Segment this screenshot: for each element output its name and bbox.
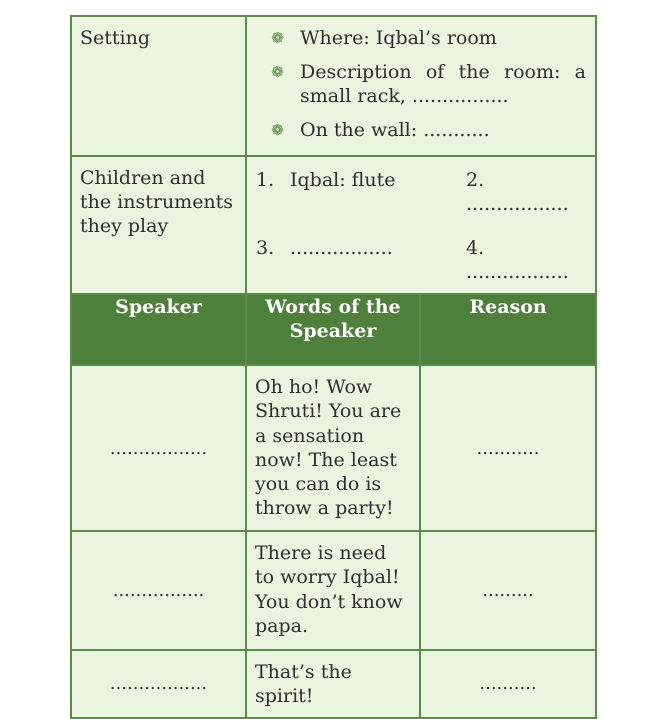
column-header-words: Words of the Speaker [246,294,420,365]
setting-row [71,16,596,156]
setting-list [248,18,594,150]
list-item [466,236,586,284]
list-item [270,60,586,108]
child-number: 2. [466,169,485,191]
setting-label: Setting [71,16,246,156]
speaker-words: There is need to worry Iqbal! You don’t know papa. [246,531,420,650]
reason-blank: .......... [420,650,596,718]
column-header-reason: Reason [420,294,596,365]
list-item [256,236,466,284]
speaker-blank: ................ [71,531,246,650]
child-number: 4. [466,237,485,259]
children-details [246,156,596,294]
reason-blank: ......... [420,531,596,650]
setting-item-text: Where: Iqbal’s room [300,27,497,49]
flower-bullet-icon: ❁ [271,63,284,81]
setting-item-text: Description of the room: a small rack, ................ [300,61,587,107]
children-label: Children and the instruments they play [71,156,246,294]
speaker-words: That’s the spirit! [246,650,420,718]
list-item [270,26,586,50]
column-header-speaker: Speaker [71,294,246,365]
children-grid [248,158,594,292]
table-header-row [71,294,596,365]
speaker-blank: ................. [71,365,246,531]
child-entry: ................. [466,261,569,283]
child-number: 1. [256,169,275,191]
children-row [71,156,596,294]
child-entry: ................. [466,193,569,215]
flower-bullet-icon: ❁ [271,29,284,47]
child-number: 3. [256,237,275,259]
speaker-words: Oh ho! Wow Shruti! You are a sensation now! The least you can do is throw a party! [246,365,420,531]
list-item [466,168,586,216]
table-row [71,365,596,531]
reason-blank: ........... [420,365,596,531]
table-row [71,531,596,650]
list-item [270,118,586,142]
setting-item-text: On the wall: ........... [300,119,490,141]
table-row [71,650,596,718]
flower-bullet-icon: ❁ [271,121,284,139]
list-item [256,168,466,216]
child-entry: ................. [290,237,393,259]
child-entry: Iqbal: flute [290,169,396,191]
setting-details [246,16,596,156]
worksheet-table [70,15,597,719]
speaker-blank: ................. [71,650,246,718]
